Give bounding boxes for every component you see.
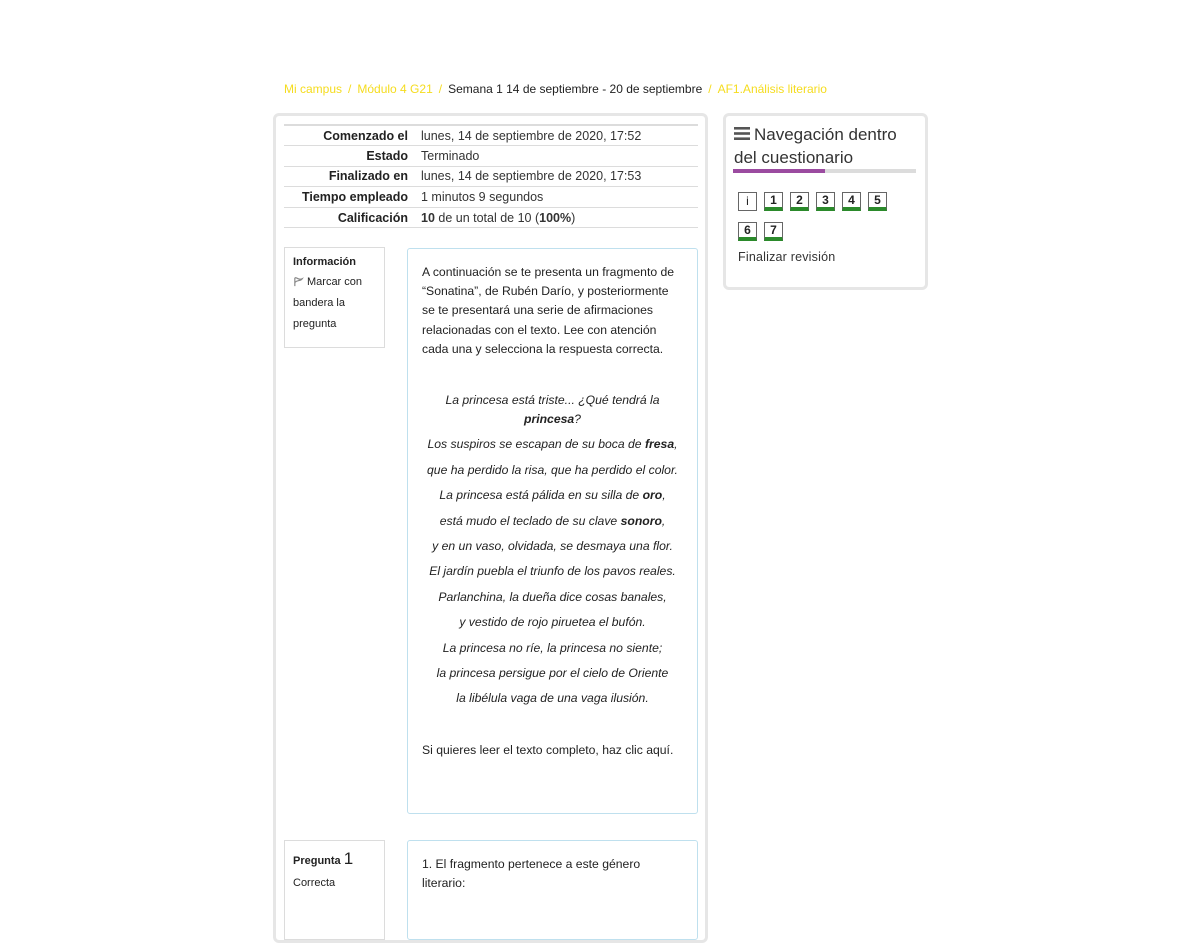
poem-line-bold-word: fresa xyxy=(644,437,675,452)
navigation-progress-fill xyxy=(733,169,825,173)
poem-line xyxy=(422,461,683,480)
question-label: Pregunta xyxy=(293,855,341,867)
poem-line xyxy=(422,613,683,632)
info-title: Información xyxy=(293,256,356,268)
breadcrumb-link-week[interactable]: Semana 1 14 de septiembre - 20 de septiembre xyxy=(448,82,703,96)
nav-question-button-2[interactable]: 2 xyxy=(790,192,809,211)
summary-row xyxy=(284,125,698,146)
poem-line-text: El jardín puebla el triunfo de los pavos reales. xyxy=(429,564,676,579)
poem-line-text: la libélula vaga de una vaga ilusión. xyxy=(456,691,649,706)
attempt-summary-table xyxy=(284,124,698,228)
info-intro-text: A continuación se te presenta un fragmento de “Sonatina”, de Rubén Darío, y posteriormente se te presentará una serie de afirmaciones relacionadas con el texto. Lee con atención cada una y selecciona la respuesta correcta. xyxy=(422,265,675,356)
summary-value: Terminado xyxy=(421,146,698,167)
nav-question-button-5[interactable]: 5 xyxy=(868,192,887,211)
poem-line xyxy=(422,435,683,454)
poem-line-text: y vestido de rojo piruetea el bufón. xyxy=(459,615,646,630)
question-text: 1. El fragmento pertenece a este género literario: xyxy=(422,857,641,891)
grade-mid: de un total de 10 ( xyxy=(434,210,540,225)
question-content xyxy=(407,840,698,940)
grade-end: ) xyxy=(571,210,576,225)
nav-question-button-4[interactable]: 4 xyxy=(842,192,861,211)
breadcrumb-link-module[interactable]: Módulo 4 G21 xyxy=(357,82,433,96)
grade-percent: 100% xyxy=(539,210,572,225)
poem-line xyxy=(422,512,683,531)
poem-line-text: la princesa persigue por el cielo de Oriente xyxy=(436,665,669,680)
summary-value: 1 minutos 9 segundos xyxy=(421,187,698,208)
summary-row xyxy=(284,166,698,187)
question-state: Correcta xyxy=(293,877,336,889)
poem-line-punctuation: , xyxy=(662,488,666,503)
nav-info-button[interactable]: i xyxy=(738,192,757,211)
nav-question-button-3[interactable]: 3 xyxy=(816,192,835,211)
poem-line xyxy=(422,588,683,607)
breadcrumb-link-activity[interactable]: AF1.Análisis literario xyxy=(717,82,827,96)
flag-question-link[interactable] xyxy=(293,272,376,335)
breadcrumb-link-campus[interactable]: Mi campus xyxy=(284,82,343,96)
question-info-box xyxy=(284,840,385,940)
summary-label: Finalizado en xyxy=(284,166,421,187)
question-title xyxy=(293,849,376,869)
poem-line-text: está mudo el teclado de su clave xyxy=(439,513,621,528)
poem-line-text: y en un vaso, olvidada, se desmaya una flor. xyxy=(432,538,673,553)
summary-value: lunes, 14 de septiembre de 2020, 17:53 xyxy=(421,166,698,187)
question-number: 1 xyxy=(343,849,354,868)
poem-line-bold-word: princesa xyxy=(524,412,575,427)
menu-icon xyxy=(734,127,750,140)
nav-question-button-6[interactable]: 6 xyxy=(738,222,757,241)
breadcrumb-separator: / xyxy=(708,82,712,96)
info-question-box xyxy=(284,247,385,348)
poem-line xyxy=(422,537,683,556)
poem-line xyxy=(422,562,683,581)
poem-line-text: La princesa está pálida en su silla de xyxy=(439,488,643,503)
navigation-progress-bar xyxy=(733,169,916,173)
read-full-text-link[interactable]: Si quieres leer el texto completo, haz clic aquí. xyxy=(422,743,674,758)
summary-row-grade xyxy=(284,207,698,228)
summary-row xyxy=(284,146,698,167)
breadcrumb-separator: / xyxy=(348,82,352,96)
summary-label: Tiempo empleado xyxy=(284,187,421,208)
poem-line xyxy=(422,486,683,505)
summary-label: Estado xyxy=(284,146,421,167)
poem-line xyxy=(422,664,683,683)
flag-question-label: Marcar con bandera la pregunta xyxy=(293,276,363,330)
quiz-navigation-title xyxy=(734,123,924,169)
info-content xyxy=(407,248,698,814)
poem-fragment xyxy=(422,391,683,708)
poem-line-text: que ha perdido la risa, que ha perdido el color. xyxy=(427,462,678,477)
poem-line-punctuation: , xyxy=(674,437,678,452)
finish-review-link[interactable]: Finalizar revisión xyxy=(738,250,836,264)
poem-line xyxy=(422,689,683,708)
poem-line-text: Parlanchina, la dueña dice cosas banales, xyxy=(438,589,667,604)
quiz-navigation-title-text: Navegación dentro del cuestionario xyxy=(734,125,897,167)
nav-question-button-1[interactable]: 1 xyxy=(764,192,783,211)
poem-line-bold-word: sonoro xyxy=(620,513,662,528)
poem-line xyxy=(422,391,683,429)
poem-line-punctuation: ? xyxy=(574,412,581,427)
poem-line-punctuation: , xyxy=(661,513,666,528)
poem-line-text: Los suspiros se escapan de su boca de xyxy=(427,437,645,452)
breadcrumb xyxy=(284,82,827,96)
summary-label: Calificación xyxy=(284,207,421,228)
grade-score: 10 xyxy=(421,210,435,225)
poem-line-bold-word: oro xyxy=(642,488,663,503)
breadcrumb-separator: / xyxy=(438,82,443,96)
poem-line-text: La princesa está triste... ¿Qué tendrá la xyxy=(445,393,660,408)
grade-value xyxy=(421,207,698,228)
poem-line xyxy=(422,639,683,658)
poem-line-text: La princesa no ríe, la princesa no siente; xyxy=(442,640,663,655)
summary-value: lunes, 14 de septiembre de 2020, 17:52 xyxy=(421,125,698,146)
summary-row xyxy=(284,187,698,208)
summary-label: Comenzado el xyxy=(284,125,421,146)
nav-question-button-7[interactable]: 7 xyxy=(764,222,783,241)
flag-icon xyxy=(293,276,304,287)
